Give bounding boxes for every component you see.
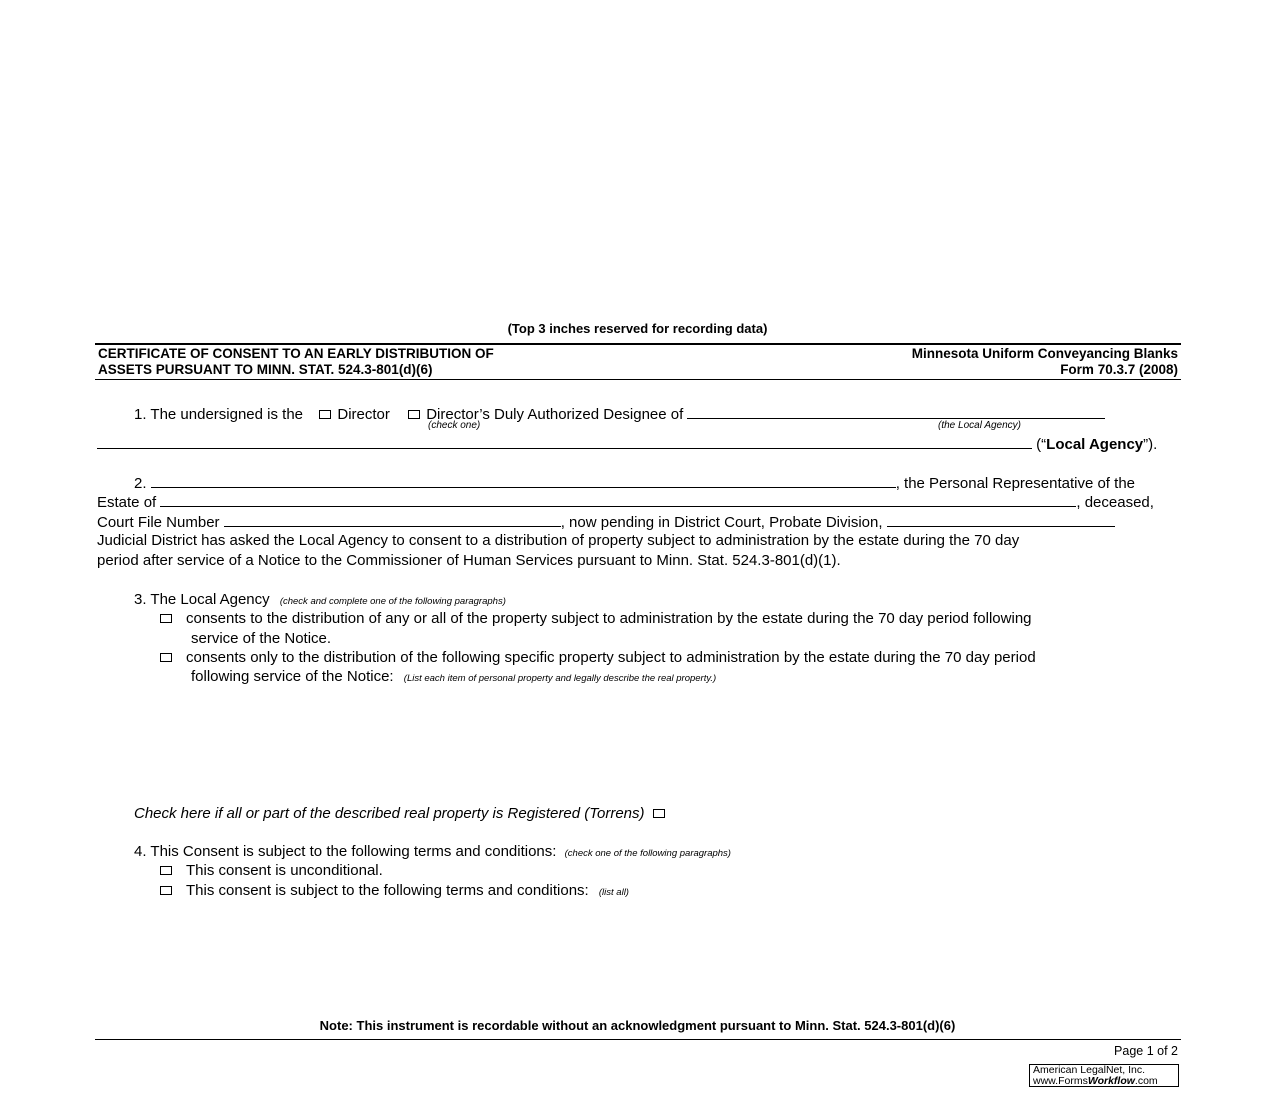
para3-opt2-line2 [191,667,716,688]
deceased-label: , deceased, [1076,494,1154,511]
publisher-url[interactable] [1033,1076,1178,1087]
estate-name-field[interactable] [160,492,1076,507]
para4-line1 [134,842,731,863]
header-top-rule [95,343,1181,345]
torrens-checkbox[interactable] [653,809,665,818]
personal-representative-field[interactable] [151,473,896,488]
para2-line1 [134,473,1135,493]
check-one-hint: (check one) [428,420,481,431]
court-file-number-field[interactable] [224,512,561,527]
consent-all-text-2: service of the Notice. [191,630,332,647]
recordable-note: Note: This instrument is recordable without an acknowledgment pursuant to Minn. Stat. 524.3-801(d)(6) [319,1018,956,1033]
para1-line2 [97,434,1157,454]
conditional-checkbox[interactable] [160,886,172,895]
para4-opt1 [160,861,383,880]
agency-open-quote: (“ [1036,436,1047,453]
conditional-text: This consent is subject to the following terms and conditions: [186,882,589,899]
para4-lead: 4. This Consent is subject to the following terms and conditions: [134,843,557,860]
consent-specific-hint: (List each item of personal property and legally describe the real property.) [403,673,717,684]
publisher-box [1029,1064,1179,1087]
para2-line2 [97,492,1154,512]
para3-line1 [134,590,506,611]
recording-note: (Top 3 inches reserved for recording data) [507,321,768,336]
para2-line3 [97,512,1115,532]
consent-specific-text-2: following service of the Notice: [191,668,394,685]
header-bottom-rule [95,379,1181,380]
para1-lead: 1. The undersigned is the [134,406,304,423]
designee-checkbox[interactable] [408,410,420,419]
court-file-label: Court File Number [97,514,220,531]
consent-all-text: consents to the distribution of any or all of the property subject to administration by the estate during the 70 day period following [186,610,1032,627]
judicial-district-field[interactable] [887,512,1115,527]
form-series-name: Minnesota Uniform Conveyancing Blanks [911,346,1178,361]
para4-opt2 [160,881,629,902]
agency-defined-term: Local Agency [1046,436,1144,453]
consent-all-checkbox[interactable] [160,614,172,623]
pending-label: , now pending in District Court, Probate Division, [560,514,883,531]
form-title-line2: ASSETS PURSUANT TO MINN. STAT. 524.3-801(d)(6) [98,362,433,377]
url-part-2: Workflow [1087,1075,1135,1087]
unconditional-text: This consent is unconditional. [186,862,383,879]
para3-opt1 [160,609,1032,628]
torrens-line [134,804,671,823]
para2-num: 2. [134,475,147,492]
consent-specific-checkbox[interactable] [160,653,172,662]
form-title [98,346,494,378]
para3-hint: (check and complete one of the following paragraphs) [279,596,506,607]
footer-rule [95,1039,1181,1040]
torrens-text: Check here if all or part of the described real property is Registered (Torrens) [134,805,645,822]
estate-of-label: Estate of [97,494,157,511]
para2-line5: period after service of a Notice to the Commissioner of Human Services pursuant to Minn. Stat. 524.3-801(d)(1). [97,552,841,569]
local-agency-hint: (the Local Agency) [938,420,1022,431]
form-title-line1: CERTIFICATE OF CONSENT TO AN EARLY DISTRIBUTION OF [98,346,494,361]
designee-label: Director’s Duly Authorized Designee of [426,406,684,423]
local-agency-field-2[interactable] [97,434,1032,449]
unconditional-checkbox[interactable] [160,866,172,875]
agency-close-quote: ”). [1143,436,1158,453]
publisher-name: American LegalNet, Inc. [1033,1064,1146,1076]
local-agency-field[interactable] [687,404,1105,419]
form-series [912,346,1178,378]
form-number: Form 70.3.7 (2008) [1060,362,1178,377]
url-part-1: www.Forms [1033,1075,1088,1087]
para3-opt2 [160,648,1036,667]
conditional-hint: (list all) [598,887,629,898]
url-part-3: .com [1134,1075,1158,1087]
pr-text: , the Personal Representative of the [895,475,1135,492]
director-checkbox[interactable] [319,410,331,419]
director-label: Director [337,406,390,423]
page-number: Page 1 of 2 [1114,1044,1178,1058]
para4-hint: (check one of the following paragraphs) [564,848,731,859]
para2-line4: Judicial District has asked the Local Agency to consent to a distribution of property subject to administration by the estate during the 70 day [97,532,1020,549]
consent-specific-text: consents only to the distribution of the following specific property subject to administration by the estate during the 70 day period [186,649,1036,666]
para3-lead: 3. The Local Agency [134,591,270,608]
